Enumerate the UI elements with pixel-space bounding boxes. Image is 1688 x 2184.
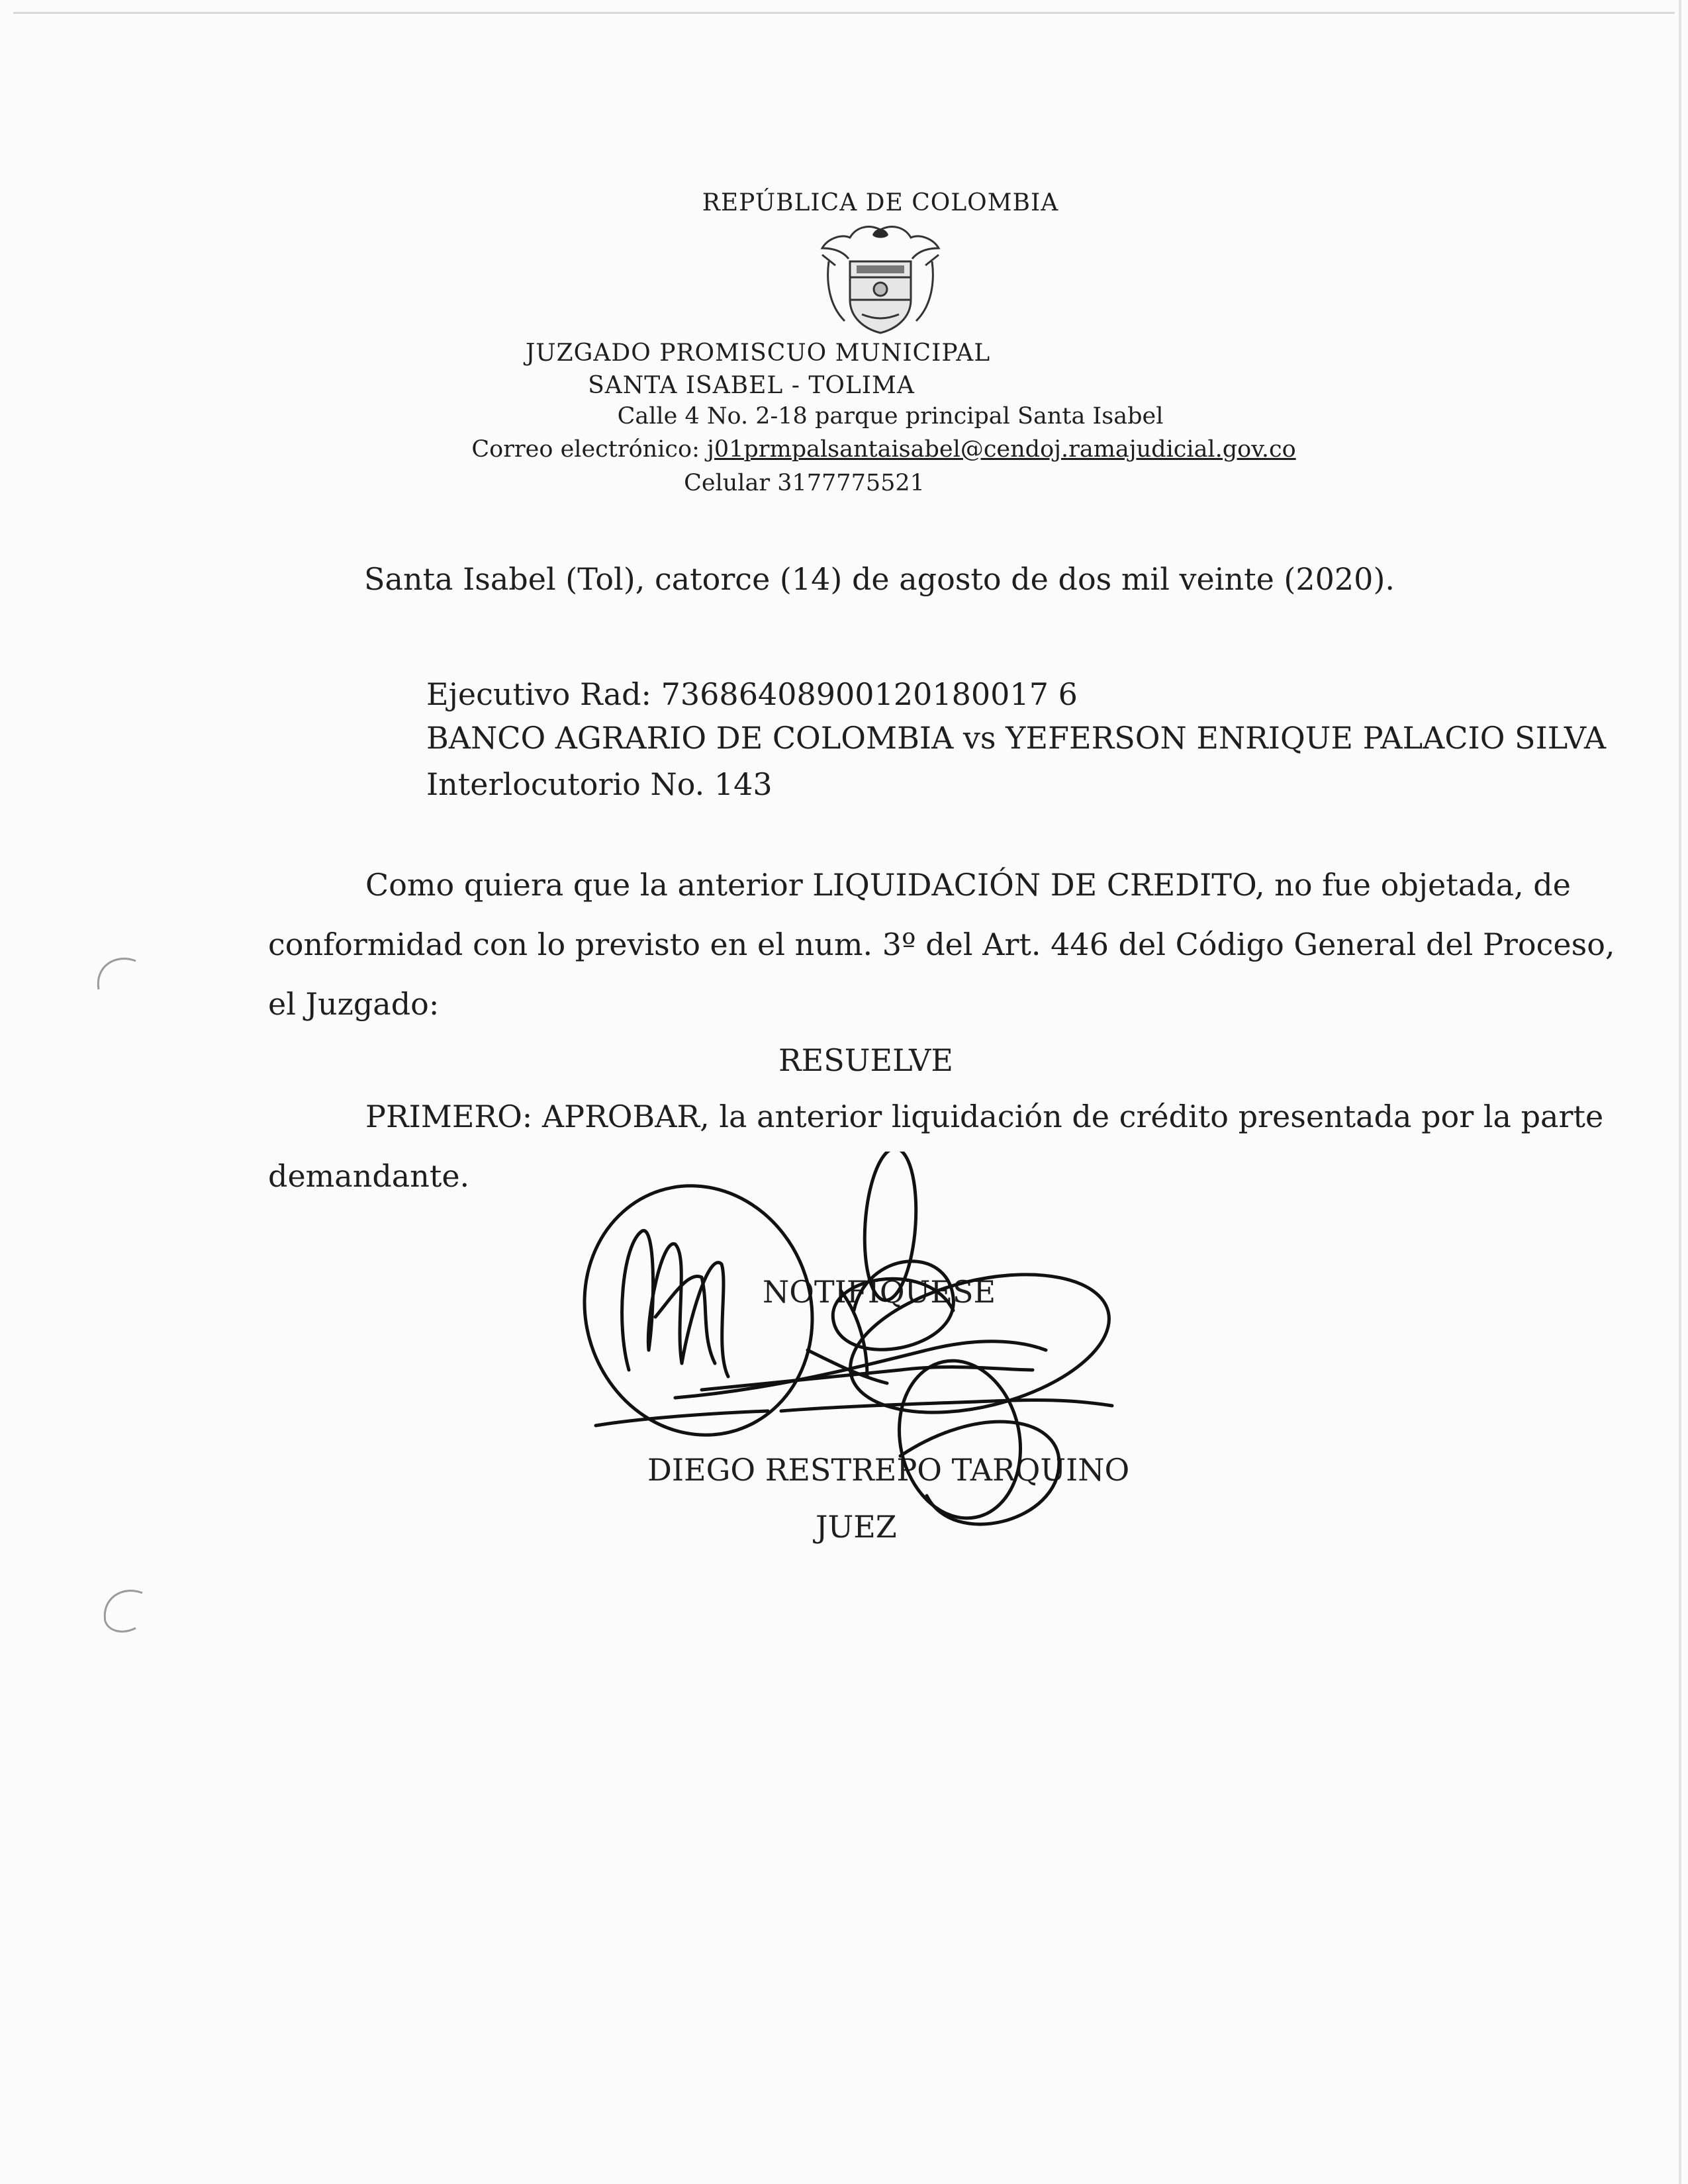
resolve-heading: RESUELVE bbox=[778, 1042, 953, 1078]
judge-title: JUEZ bbox=[816, 1509, 897, 1545]
paragraph-line-3: el Juzgado: bbox=[268, 986, 440, 1022]
court-email-link[interactable]: j01prmpalsantaisabel@cendoj.ramajudicial.gov.co bbox=[707, 436, 1296, 463]
court-email-line bbox=[40, 436, 1688, 463]
judge-name: DIEGO RESTREPO TARQUINO bbox=[647, 1452, 1130, 1488]
coat-of-arms-seal bbox=[809, 222, 952, 338]
date-line: Santa Isabel (Tol), catorce (14) de agosto de dos mil veinte (2020). bbox=[364, 561, 1395, 597]
handwritten-signature bbox=[556, 1152, 1139, 1562]
case-interlocutorio: Interlocutorio No. 143 bbox=[426, 766, 773, 802]
scan-edge bbox=[13, 12, 1675, 14]
notify-label: NOTIFIQUESE bbox=[763, 1274, 996, 1310]
case-parties: BANCO AGRARIO DE COLOMBIA vs YEFERSON ENRIQUE PALACIO SILVA bbox=[426, 720, 1607, 756]
court-phone: Celular 3177775521 bbox=[684, 470, 925, 496]
email-label: Correo electrónico: bbox=[471, 436, 700, 463]
primero-line-2: demandante. bbox=[268, 1158, 470, 1194]
court-address: Calle 4 No. 2-18 parque principal Santa Isabel bbox=[617, 403, 1164, 430]
paragraph-line-2: conformidad con lo previsto en el num. 3º del Art. 446 del Código General del Proceso, bbox=[268, 927, 1615, 962]
case-radicado: Ejecutivo Rad: 73686408900120180017 6 bbox=[426, 676, 1078, 712]
court-location: SANTA ISABEL - TOLIMA bbox=[588, 372, 915, 399]
scan-edge-right bbox=[1679, 0, 1681, 2184]
punch-hole-mark bbox=[89, 953, 149, 1013]
punch-hole-mark bbox=[96, 1585, 156, 1645]
paragraph-line-1: Como quiera que la anterior LIQUIDACIÓN DE CREDITO, no fue objetada, de bbox=[365, 867, 1571, 903]
primero-line-1: PRIMERO: APROBAR, la anterior liquidación de crédito presentada por la parte bbox=[365, 1099, 1604, 1134]
court-name: JUZGADO PROMISCUO MUNICIPAL bbox=[525, 340, 991, 367]
country-heading: REPÚBLICA DE COLOMBIA bbox=[702, 189, 1059, 216]
